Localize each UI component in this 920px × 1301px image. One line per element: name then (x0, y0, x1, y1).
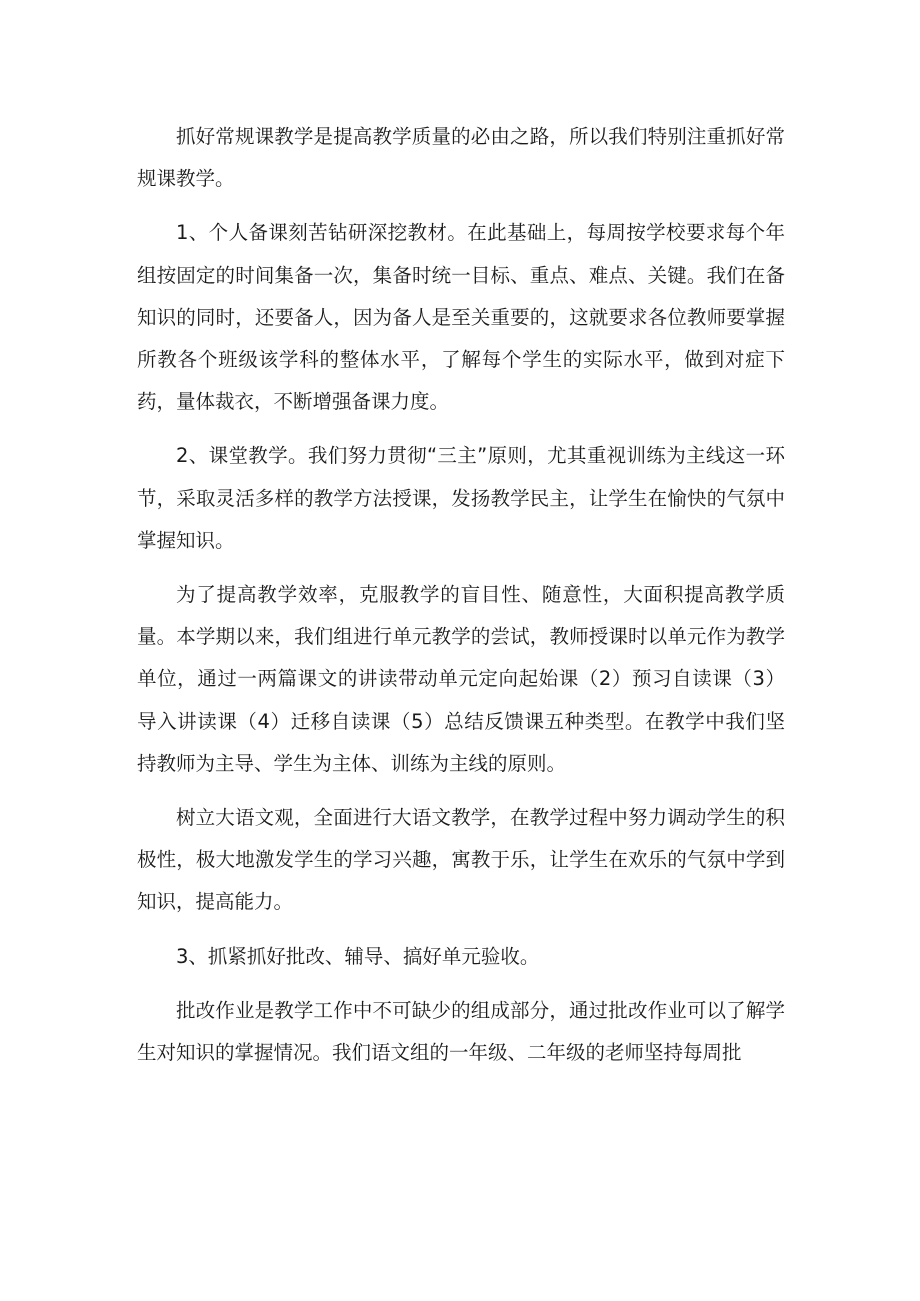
paragraph-classroom-teaching: 2、课堂教学。我们努力贯彻“三主”原则，尤其重视训练为主线这一环节，采取灵活多样的教学方法授课，发扬教学民主，让学生在愉快的气氛中掌握知识。 (137, 444, 785, 552)
paragraph-grading-heading: 3、抓紧抓好批改、辅导、搞好单元验收。 (176, 944, 540, 968)
document-body (137, 116, 785, 1086)
paragraph-lesson-preparation: 1、个人备课刻苦钻研深挖教材。在此基础上，每周按学校要求每个年组按固定的时间集备一次，集备时统一目标、重点、难点、关键。我们在备知识的同时，还要备人，因为备人是至关重要的，这就要求各位教师要掌握所教各个班级该学科的整体水平，了解每个学生的实际水平，做到对症下药，量体裁衣，不断增强备课力度。 (137, 221, 785, 414)
paragraph-grading-homework: 批改作业是教学工作中不可缺少的组成部分，通过批改作业可以了解学生对知识的掌握情况。我们语文组的一年级、二年级的老师坚持每周批 (137, 998, 785, 1065)
paragraph-broad-chinese: 树立大语文观，全面进行大语文教学，在教学过程中努力调动学生的积极性，极大地激发学生的学习兴趣，寓教于乐，让学生在欢乐的气氛中学到知识，提高能力。 (137, 806, 785, 914)
paragraph-intro: 抓好常规课教学是提高教学质量的必由之路，所以我们特别注重抓好常规课教学。 (137, 125, 785, 191)
paragraph-unit-teaching: 为了提高教学效率，克服教学的盲目性、随意性，大面积提高教学质量。本学期以来，我们组进行单元教学的尝试，教师授课时以单元作为教学单位，通过一两篇课文的讲读带动单元定向起始课（2）预习自读课（3）导入讲读课（4）迁移自读课（5）总结反馈课五种类型。在教学中我们坚持教师为主导、学生为主体、训练为主线的原则。 (137, 583, 785, 775)
